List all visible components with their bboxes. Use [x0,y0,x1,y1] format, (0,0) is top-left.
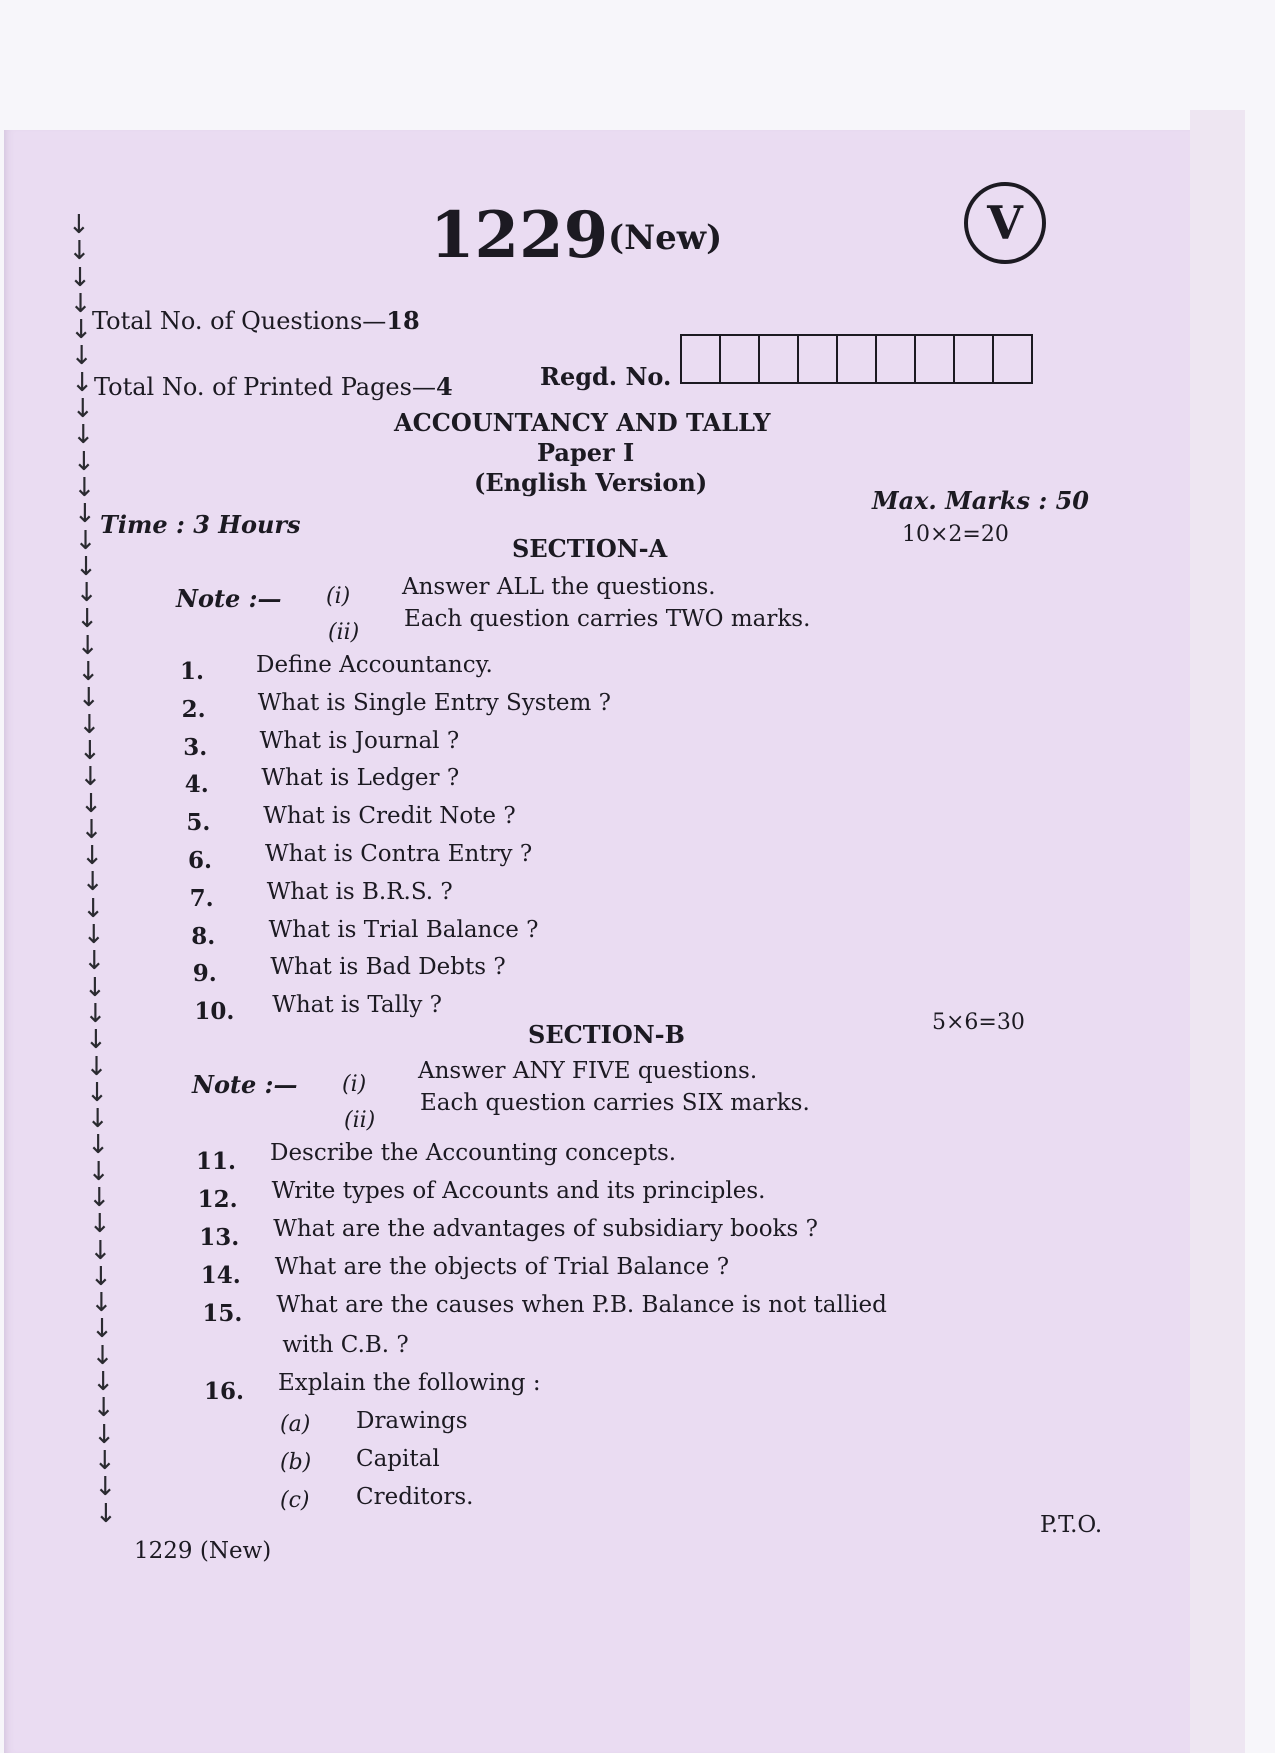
sub-item-text: Creditors. [356,1484,474,1510]
sheet-edge [1190,110,1245,1753]
paper-number: Paper I [537,438,635,467]
question-number: 16. [204,1378,245,1405]
question-text: Define Accountancy. [256,652,493,678]
question-number: 13. [199,1224,240,1251]
regd-number-boxes[interactable] [680,334,1033,384]
section-a-note-label: Note :— [176,584,282,613]
margin-arrow: ↓ [92,1367,114,1398]
question-text: Explain the following : [278,1370,541,1396]
margin-arrow: ↓ [91,1314,113,1345]
margin-arrow: ↓ [78,709,101,740]
margin-arrow: ↓ [85,1051,108,1082]
margin-arrow: ↓ [75,578,98,609]
question-number: 10. [194,998,235,1026]
margin-arrow: ↓ [70,341,93,372]
question-text-continued: with C.B. ? [282,1332,409,1358]
question-text: What is Credit Note ? [263,803,516,830]
margin-arrow: ↓ [92,1393,115,1424]
question-text: What is Journal ? [259,727,460,754]
margin-arrows [68,212,138,1542]
note-number: (i) [326,584,351,609]
regd-label: Regd. No. [540,362,672,391]
question-number: 11. [196,1148,237,1175]
question-text: What is Single Entry System ? [257,689,611,716]
margin-arrow: ↓ [74,499,96,530]
question-text: Write types of Accounts and its principles. [271,1178,766,1204]
question-number: 3. [183,733,208,761]
question-number: 8. [191,922,216,950]
margin-arrow: ↓ [79,762,102,793]
margin-arrow: ↓ [90,1261,112,1292]
margin-arrow: ↓ [71,394,94,425]
margin-arrow: ↓ [93,1419,116,1450]
regd-digit-box[interactable] [721,336,760,382]
question-text: Describe the Accounting concepts. [270,1140,677,1166]
margin-arrow: ↓ [79,735,101,766]
total-questions: Total No. of Questions—18 [92,306,420,335]
margin-arrow: ↓ [69,288,92,319]
note-text: Each question carries TWO marks. [404,606,811,632]
margin-arrow: ↓ [82,920,105,951]
margin-arrow: ↓ [90,1288,113,1319]
note-number: (i) [342,1072,367,1097]
paper-version: (English Version) [474,468,708,497]
sub-item-text: Capital [356,1446,440,1472]
margin-arrow: ↓ [86,1104,109,1135]
margin-arrow: ↓ [72,420,95,451]
margin-arrow: ↓ [89,1235,112,1266]
margin-arrow: ↓ [91,1340,114,1371]
margin-arrow: ↓ [80,788,102,819]
margin-arrow: ↓ [70,315,92,346]
question-text: What is Trial Balance ? [268,916,539,943]
time-allowed: Time : 3 Hours [100,510,301,539]
regd-digit-box[interactable] [994,336,1031,382]
question-number: 14. [200,1262,241,1289]
margin-arrow: ↓ [77,657,100,688]
margin-arrow: ↓ [85,1025,107,1056]
regd-digit-box[interactable] [877,336,916,382]
margin-arrow: ↓ [93,1445,116,1476]
question-number: 9. [192,960,217,988]
question-text: What is Ledger ? [261,765,460,792]
margin-arrow: ↓ [81,867,104,898]
note-number: (ii) [344,1108,376,1133]
regd-digit-box[interactable] [838,336,877,382]
footer-code: 1229 (New) [134,1538,272,1564]
question-number: 5. [186,809,211,837]
margin-arrow: ↓ [71,367,94,398]
margin-arrow: ↓ [87,1156,110,1187]
version-badge: V [964,182,1046,264]
sub-item-label: (c) [280,1488,310,1513]
margin-arrow: ↓ [68,236,91,267]
question-text: What are the causes when P.B. Balance is not tallied [276,1292,887,1318]
regd-digit-box[interactable] [760,336,799,382]
margin-arrow: ↓ [68,210,90,240]
question-text: What is Contra Entry ? [265,841,533,867]
margin-arrow: ↓ [80,814,103,845]
question-text: What is Tally ? [272,992,442,1019]
question-number: 12. [197,1186,238,1213]
margin-arrow: ↓ [83,946,106,977]
margin-arrow: ↓ [88,1209,111,1240]
margin-arrow: ↓ [88,1182,111,1213]
paper-code-suffix: (New) [608,218,723,258]
margin-arrow: ↓ [81,841,103,872]
question-number: 2. [181,695,206,723]
printed-pages: Total No. of Printed Pages—4 [94,372,453,401]
question-number: 6. [188,847,213,874]
question-text: What are the objects of Trial Balance ? [274,1254,730,1280]
margin-arrow: ↓ [94,1472,117,1503]
question-text: What is Bad Debts ? [270,954,506,981]
section-a-title: SECTION-A [512,534,668,563]
question-text: What is B.R.S. ? [266,878,453,905]
question-number: 7. [189,884,214,912]
page-turn-over: P.T.O. [1040,1512,1103,1538]
note-text: Answer ANY FIVE questions. [418,1058,758,1084]
regd-digit-box[interactable] [799,336,838,382]
margin-arrow: ↓ [86,1077,108,1108]
margin-arrow: ↓ [75,551,97,582]
sub-item-label: (b) [280,1450,312,1475]
margin-arrow: ↓ [74,525,97,556]
question-number: 15. [202,1300,243,1327]
section-b-marks: 5×6=30 [932,1010,1025,1035]
section-b-title: SECTION-B [528,1020,685,1049]
sub-item-label: (a) [280,1412,311,1437]
section-b-note-label: Note :— [192,1070,298,1099]
margin-arrow: ↓ [83,972,106,1003]
subject-title: ACCOUNTANCY AND TALLY [394,408,771,437]
section-a-marks: 10×2=20 [902,522,1009,547]
margin-arrow: ↓ [82,893,105,924]
margin-arrow: ↓ [72,446,95,477]
note-text: Answer ALL the questions. [402,574,716,600]
margin-arrow: ↓ [73,472,96,503]
margin-arrow: ↓ [84,998,107,1029]
sub-item-text: Drawings [356,1408,468,1434]
question-number: 4. [184,771,209,799]
paper-code: 1229 [430,198,609,273]
margin-arrow: ↓ [69,262,91,293]
regd-digit-box[interactable] [955,336,994,382]
margin-arrow: ↓ [76,604,99,635]
margin-arrow: ↓ [77,683,100,714]
margin-arrow: ↓ [87,1130,110,1161]
regd-digit-box[interactable] [916,336,955,382]
question-text: What are the advantages of subsidiary books ? [273,1216,818,1242]
note-text: Each question carries SIX marks. [420,1090,810,1116]
question-number: 1. [180,658,205,685]
note-number: (ii) [328,620,360,645]
margin-arrow: ↓ [76,630,99,661]
margin-arrow: ↓ [94,1498,117,1529]
max-marks: Max. Marks : 50 [872,486,1090,515]
regd-digit-box[interactable] [682,336,721,382]
